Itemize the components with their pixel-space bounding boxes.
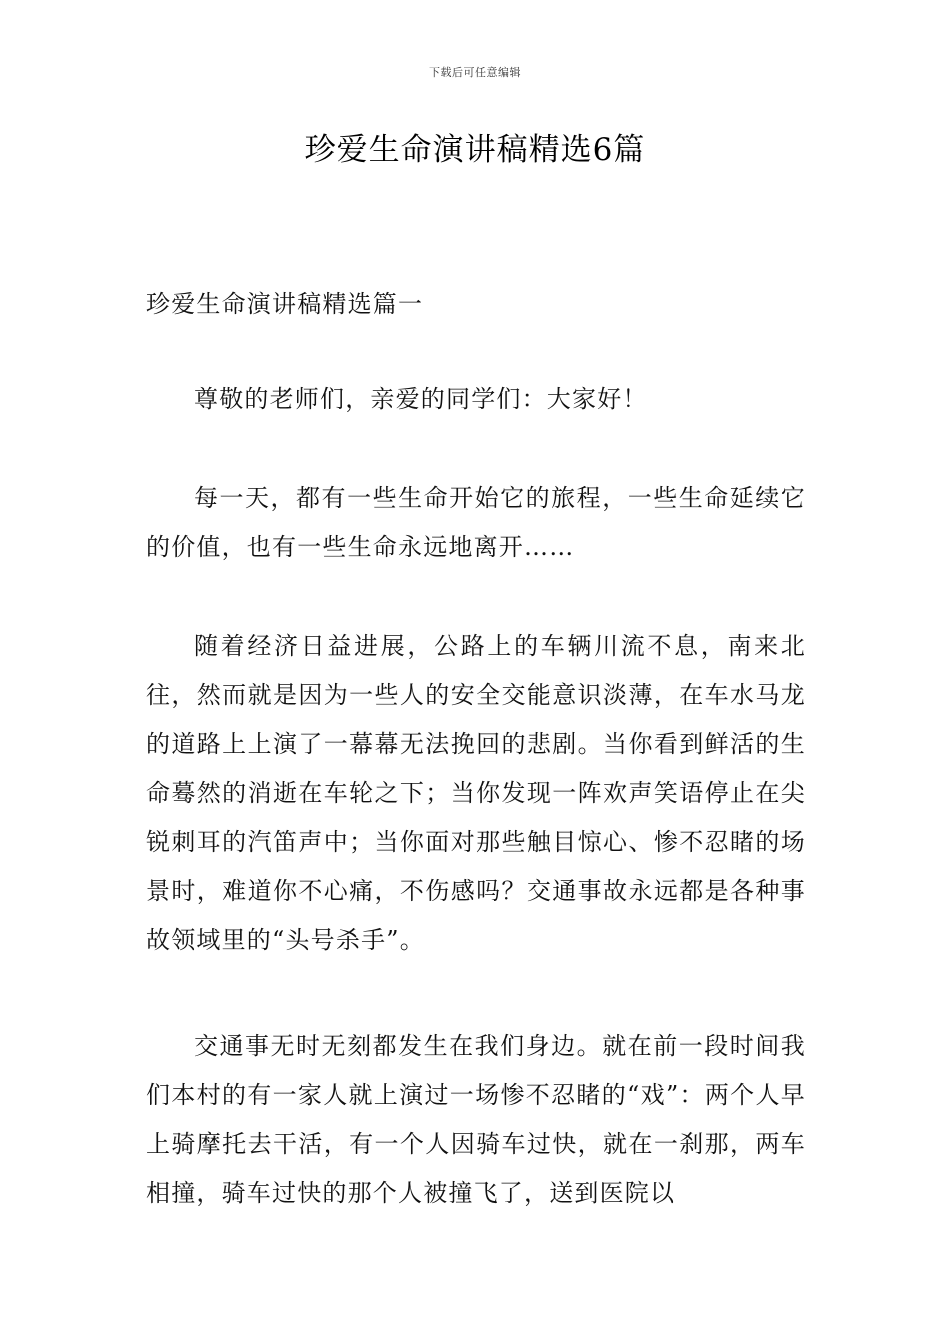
paragraph: 随着经济日益进展，公路上的车辆川流不息，南来北往，然而就是因为一些人的安全交能意识淡薄，在车水马龙的道路上上演了一幕幕无法挽回的悲剧。当你看到鲜活的生命蓦然的消逝在车轮之下；当你发现一阵欢声笑语停止在尖锐刺耳的汽笛声中；当你面对那些触目惊心、惨不忍睹的场景时，难道你不心痛，不伤感吗？交通事故永远都是各种事故领域里的“头号杀手”。 — [146, 632, 806, 954]
paragraph: 交通事无时无刻都发生在我们身边。就在前一段时间我们本村的有一家人就上演过一场惨不忍睹的“戏”：两个人早上骑摩托去干活，有一个人因骑车过快，就在一刹那，两车相撞，骑车过快的那个人被撞飞了，送到医院以 — [146, 1032, 806, 1207]
paragraph-greeting: 尊敬的老师们，亲爱的同学们：大家好！ — [194, 385, 648, 413]
document-title: 珍爱生命演讲稿精选6篇 — [304, 132, 646, 168]
paragraph: 每一天，都有一些生命开始它的旅程，一些生命延续它的价值，也有一些生命永远地离开…… — [146, 484, 806, 561]
section-heading: 珍爱生命演讲稿精选篇一 — [146, 290, 424, 318]
header-note: 下载后可任意编辑 — [429, 66, 521, 79]
